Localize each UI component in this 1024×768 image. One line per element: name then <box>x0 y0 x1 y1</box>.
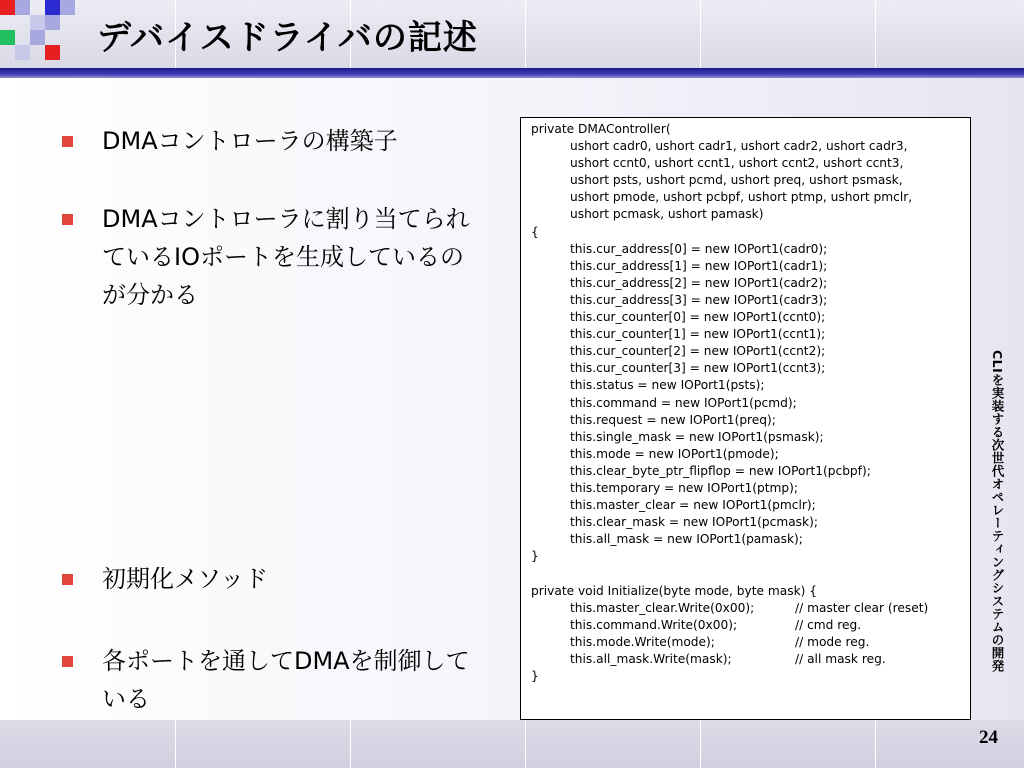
code-line: this.temporary = new IOPort1(ptmp); <box>570 480 799 495</box>
footer-tile <box>525 720 701 768</box>
code-statement: this.command.Write(0x00); <box>570 617 738 632</box>
header-tile <box>700 0 876 74</box>
code-line <box>531 600 970 617</box>
code-box <box>520 117 971 720</box>
code-line: this.master_clear = new IOPort1(pmclr); <box>570 498 816 513</box>
code-line: this.cur_counter[1] = new IOPort1(ccnt1); <box>570 327 826 342</box>
bullet-text: DMAコントローラに割り当てられているIOポートを生成しているのが分かる <box>102 205 470 309</box>
footer-band <box>0 720 1024 768</box>
code-line: this.all_mask = new IOPort1(pamask); <box>570 532 803 547</box>
logo-squares <box>0 0 80 60</box>
code-comment: // all mask reg. <box>795 651 886 666</box>
header-tile <box>525 0 701 74</box>
footer-tile <box>700 720 876 768</box>
bullet-marker <box>62 656 73 667</box>
logo-square <box>0 0 15 15</box>
side-caption: CLIを実装する次世代オペレーティングシステムの開発 <box>990 350 1005 673</box>
code-line: this.cur_address[0] = new IOPort1(cadr0); <box>570 241 828 256</box>
code-line: ushort pmode, ushort pcbpf, ushort ptmp, ushort pmclr, <box>570 190 913 205</box>
code-statement: this.master_clear.Write(0x00); <box>570 600 755 615</box>
footer-tile <box>875 720 1024 768</box>
code-line: ushort ccnt0, ushort ccnt1, ushort ccnt2, ushort ccnt3, <box>570 156 904 171</box>
code-line <box>531 634 970 651</box>
bullet-marker <box>62 574 73 585</box>
code-comment: // cmd reg. <box>795 617 862 632</box>
code-line <box>531 617 970 634</box>
bullet-text: 初期化メソッド <box>102 565 269 593</box>
bullet-text: DMAコントローラの構築子 <box>102 127 398 155</box>
code-line: this.status = new IOPort1(psts); <box>570 378 765 393</box>
bullet-item <box>62 642 480 718</box>
bullet-item <box>62 122 492 160</box>
header-tile <box>875 0 1024 74</box>
code-line: this.mode = new IOPort1(pmode); <box>570 446 779 461</box>
code-line <box>531 651 970 668</box>
code-line: ushort psts, ushort pcmd, ushort preq, ushort psmask, <box>570 173 903 188</box>
logo-square <box>30 15 45 30</box>
page-number: 24 <box>979 727 998 748</box>
logo-square <box>15 45 30 60</box>
logo-square <box>45 15 60 30</box>
code-line: private void Initialize(byte mode, byte mask) { <box>531 583 818 598</box>
code-statement: this.mode.Write(mode); <box>570 634 715 649</box>
code-statement: this.all_mask.Write(mask); <box>570 651 732 666</box>
code-line: this.request = new IOPort1(preq); <box>570 412 776 427</box>
logo-square <box>60 0 75 15</box>
code-line: ushort pcmask, ushort pamask) <box>570 207 764 222</box>
code-comment: // master clear (reset) <box>795 600 929 615</box>
bullet-marker <box>62 136 73 147</box>
code-line: this.cur_address[2] = new IOPort1(cadr2); <box>570 275 828 290</box>
logo-square <box>45 0 60 15</box>
footer-tile <box>350 720 526 768</box>
header-rule <box>0 68 1024 78</box>
logo-square <box>45 45 60 60</box>
code-line: { <box>531 224 539 239</box>
logo-square <box>0 30 15 45</box>
code-line: this.cur_address[1] = new IOPort1(cadr1); <box>570 258 828 273</box>
code-line: } <box>531 669 539 683</box>
logo-square <box>15 0 30 15</box>
bullet-item <box>62 200 480 314</box>
code-line: } <box>531 549 539 564</box>
code-line: this.cur_counter[3] = new IOPort1(ccnt3); <box>570 361 826 376</box>
footer-tile <box>175 720 351 768</box>
code-line: this.cur_address[3] = new IOPort1(cadr3); <box>570 292 828 307</box>
code-line: this.cur_counter[0] = new IOPort1(ccnt0); <box>570 310 826 325</box>
bullet-text: 各ポートを通してDMAを制御している <box>102 647 470 713</box>
bullet-item <box>62 560 492 598</box>
code-line: this.command = new IOPort1(pcmd); <box>570 395 797 410</box>
logo-square <box>30 30 45 45</box>
code-line: this.clear_mask = new IOPort1(pcmask); <box>570 515 818 530</box>
code-comment: // mode reg. <box>795 634 870 649</box>
bullet-marker <box>62 214 73 225</box>
code-line: this.clear_byte_ptr_flipflop = new IOPort1(pcbpf); <box>570 463 871 478</box>
code-line <box>531 565 970 582</box>
code-line: ushort cadr0, ushort cadr1, ushort cadr2, ushort cadr3, <box>570 139 908 154</box>
code-line: this.cur_counter[2] = new IOPort1(ccnt2); <box>570 344 826 359</box>
code-line: private DMAController( <box>531 122 671 136</box>
slide-title: デバイスドライバの記述 <box>97 18 478 58</box>
code-line: this.single_mask = new IOPort1(psmask); <box>570 429 824 444</box>
